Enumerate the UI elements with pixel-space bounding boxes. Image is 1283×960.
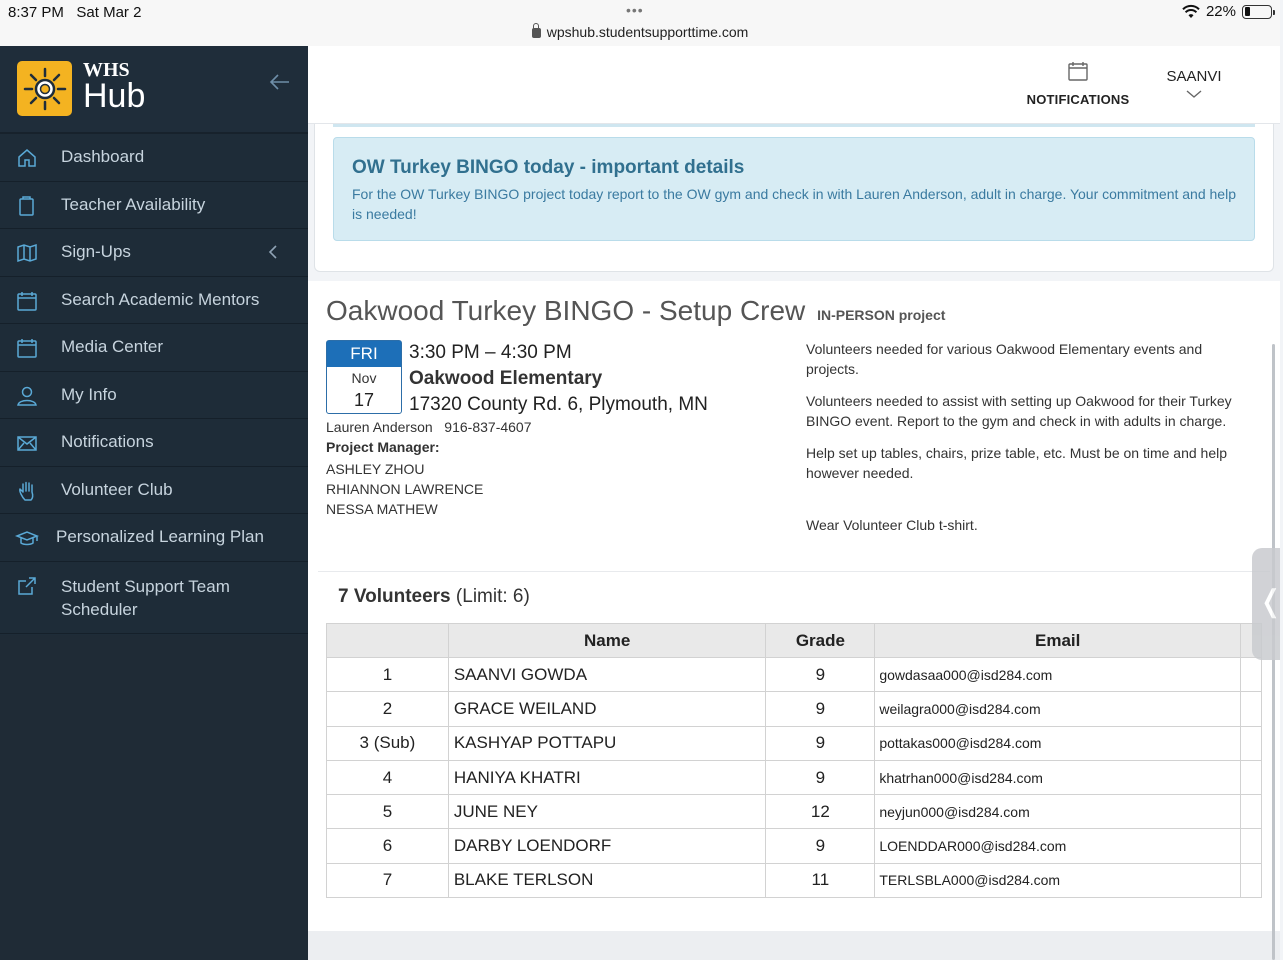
table-row [327,829,1262,863]
battery-percent: 22% [1205,3,1236,20]
volunteer-email: LOENDDAR000@isd284.com [875,829,1241,863]
date-month: Nov [351,370,377,386]
sidebar-item-sign-ups[interactable] [0,229,308,277]
volunteer-grade: 9 [766,726,875,760]
row-extra-cell [1241,760,1262,794]
row-number: 5 [327,795,449,829]
row-extra-cell [1241,692,1262,726]
volunteers-table [326,623,1262,898]
description-paragraph: Wear Volunteer Club t-shirt. [806,517,978,533]
volunteer-name: GRACE WEILAND [448,692,766,726]
volunteer-email: gowdasaa000@isd284.com [875,658,1241,692]
status-right [1182,3,1272,20]
side-panel-handle[interactable] [1252,548,1283,660]
sidebar-item-dashboard[interactable] [0,134,308,182]
sidebar-item-media-center[interactable] [0,324,308,372]
previous-alert-edge [333,124,1255,127]
sidebar-item-volunteer-club[interactable] [0,467,308,515]
column-header-number [327,624,449,658]
volunteer-name: BLAKE TERLSON [448,863,766,897]
row-extra-cell [1241,829,1262,863]
alert-card [314,124,1274,272]
envelope-icon [16,432,38,454]
table-row [327,863,1262,897]
map-icon [16,242,38,264]
column-header-grade[interactable]: Grade [766,624,875,658]
date-weekday: FRI [327,341,401,367]
column-header-name[interactable]: Name [448,624,766,658]
collapse-arrow-icon[interactable] [268,70,292,94]
row-extra-cell [1241,658,1262,692]
volunteer-grade: 12 [766,795,875,829]
table-row [327,692,1262,726]
address-bar[interactable] [0,24,1280,40]
brand-line2: Hub [83,77,146,115]
url-text: wpshub.studentsupporttime.com [546,24,749,40]
column-header-email[interactable]: Email [875,624,1241,658]
sidebar-item-label: My Info [61,384,117,404]
graduation-cap-icon [16,527,38,549]
volunteer-email: pottakas000@isd284.com [875,726,1241,760]
sidebar-item-label: Notifications [61,432,154,452]
row-extra-cell [1241,863,1262,897]
row-number: 3 (Sub) [327,726,449,760]
calendar-icon [16,337,38,359]
project-manager: NESSA MATHEW [326,501,438,517]
sidebar-item-label: Dashboard [61,147,145,167]
volunteer-email: weilagra000@isd284.com [875,692,1241,726]
chevron-left-icon[interactable] [266,243,280,261]
volunteer-name: SAANVI GOWDA [448,658,766,692]
top-header [308,46,1280,124]
row-number: 4 [327,760,449,794]
volunteer-email: neyjun000@isd284.com [875,795,1241,829]
calendar-icon [16,290,38,312]
table-header-row [327,624,1262,658]
sidebar-item-label: Student Support Team Scheduler [61,576,230,619]
volunteer-grade: 11 [766,863,875,897]
project-manager-list [326,459,483,519]
project-manager: ASHLEY ZHOU [326,461,425,477]
volunteer-email: khatrhan000@isd284.com [875,760,1241,794]
event-address: 17320 County Rd. 6, Plymouth, MN [409,394,708,415]
event-location: Oakwood Elementary [409,368,603,389]
table-row [327,760,1262,794]
notifications-label: NOTIFICATIONS [1026,92,1130,107]
row-extra-cell [1241,726,1262,760]
table-row [327,658,1262,692]
project-description [806,339,1246,547]
project-manager-label: Project Manager: [326,439,440,455]
divider [318,571,1270,572]
project-title: Oakwood Turkey BINGO - Setup Crew IN-PERSON project [326,295,946,326]
row-number: 7 [327,863,449,897]
sidebar-item-notifications[interactable] [0,419,308,467]
sidebar-item-label: Search Academic Mentors [61,289,260,309]
sidebar-empty-area [0,635,308,960]
sidebar-item-teacher-availability[interactable] [0,182,308,230]
brand-header [0,46,308,134]
date-badge [326,340,402,414]
sidebar-item-label: Personalized Learning Plan [56,527,264,547]
calendar-icon [1067,60,1089,82]
brand-line1: WHS [83,59,130,81]
description-paragraph: Volunteers needed to assist with setting up Oakwood for their Turkey BINGO event. Report to the gym and check in with adults in charge. [806,393,1232,429]
volunteer-email: TERLSBLA000@isd284.com [875,863,1241,897]
page-footer-band [308,931,1280,960]
project-manager: RHIANNON LAWRENCE [326,481,484,497]
sidebar-item-search-academic-mentors[interactable] [0,277,308,325]
sidebar-item-label: Media Center [61,337,164,357]
sidebar-item-personalized-learning-plan[interactable] [0,514,308,562]
hand-icon [16,480,38,502]
external-link-icon [16,575,38,597]
sidebar-nav [0,134,308,634]
home-icon [16,147,38,169]
chevron-down-icon [1186,89,1202,99]
volunteer-grade: 9 [766,658,875,692]
sidebar-item-label: Teacher Availability [61,194,206,214]
row-number: 6 [327,829,449,863]
user-icon [16,385,38,407]
user-menu[interactable] [1160,68,1228,99]
volunteer-grade: 9 [766,760,875,794]
main-content [308,124,1283,960]
sidebar [0,46,308,960]
row-number: 1 [327,658,449,692]
status-time: 8:37 PM Sat Mar 2 [8,4,142,21]
alert-title: OW Turkey BINGO today - important details [352,157,745,178]
sun-logo-icon[interactable] [17,61,72,116]
wifi-icon [1182,5,1200,19]
battery-icon [1242,5,1272,19]
contact-info: Lauren Anderson 916-837-4607 [326,419,532,435]
alert-box [333,137,1255,241]
sidebar-item-label: Volunteer Club [61,479,173,499]
ios-status-bar [0,0,1280,46]
description-paragraph: Help set up tables, chairs, prize table, etc. Must be on time and help however needed. [806,445,1228,481]
date-day: 17 [353,390,375,410]
event-time: 3:30 PM – 4:30 PM [409,342,572,363]
project-type-tag: IN-PERSON project [817,307,946,323]
volunteer-grade: 9 [766,692,875,726]
alert-body: For the OW Turkey BINGO project today report to the OW gym and check in with Lauren Anderson, adult in charge. Your commitment and help is needed! [352,186,1236,222]
user-name: SAANVI [1166,68,1222,85]
volunteer-grade: 9 [766,829,875,863]
volunteers-heading: 7 Volunteers (Limit: 6) [338,586,530,607]
more-dots-icon[interactable]: ••• [626,2,644,18]
sidebar-item-label: Sign-Ups [61,242,131,262]
table-row [327,726,1262,760]
notifications-button[interactable] [1026,60,1130,107]
chevron-left-icon: ❬ [1258,585,1283,618]
sidebar-item-my-info[interactable] [0,372,308,420]
clipboard-icon [16,195,38,217]
volunteer-name: KASHYAP POTTAPU [448,726,766,760]
volunteer-name: JUNE NEY [448,795,766,829]
volunteer-name: HANIYA KHATRI [448,760,766,794]
table-row [327,795,1262,829]
sidebar-item-student-support-team-scheduler[interactable] [0,562,308,634]
lock-icon [532,28,541,38]
project-card [308,281,1280,931]
row-extra-cell [1241,795,1262,829]
brand-name[interactable] [83,60,145,113]
description-paragraph: Volunteers needed for various Oakwood Elementary events and projects. [806,341,1203,377]
row-number: 2 [327,692,449,726]
volunteer-name: DARBY LOENDORF [448,829,766,863]
